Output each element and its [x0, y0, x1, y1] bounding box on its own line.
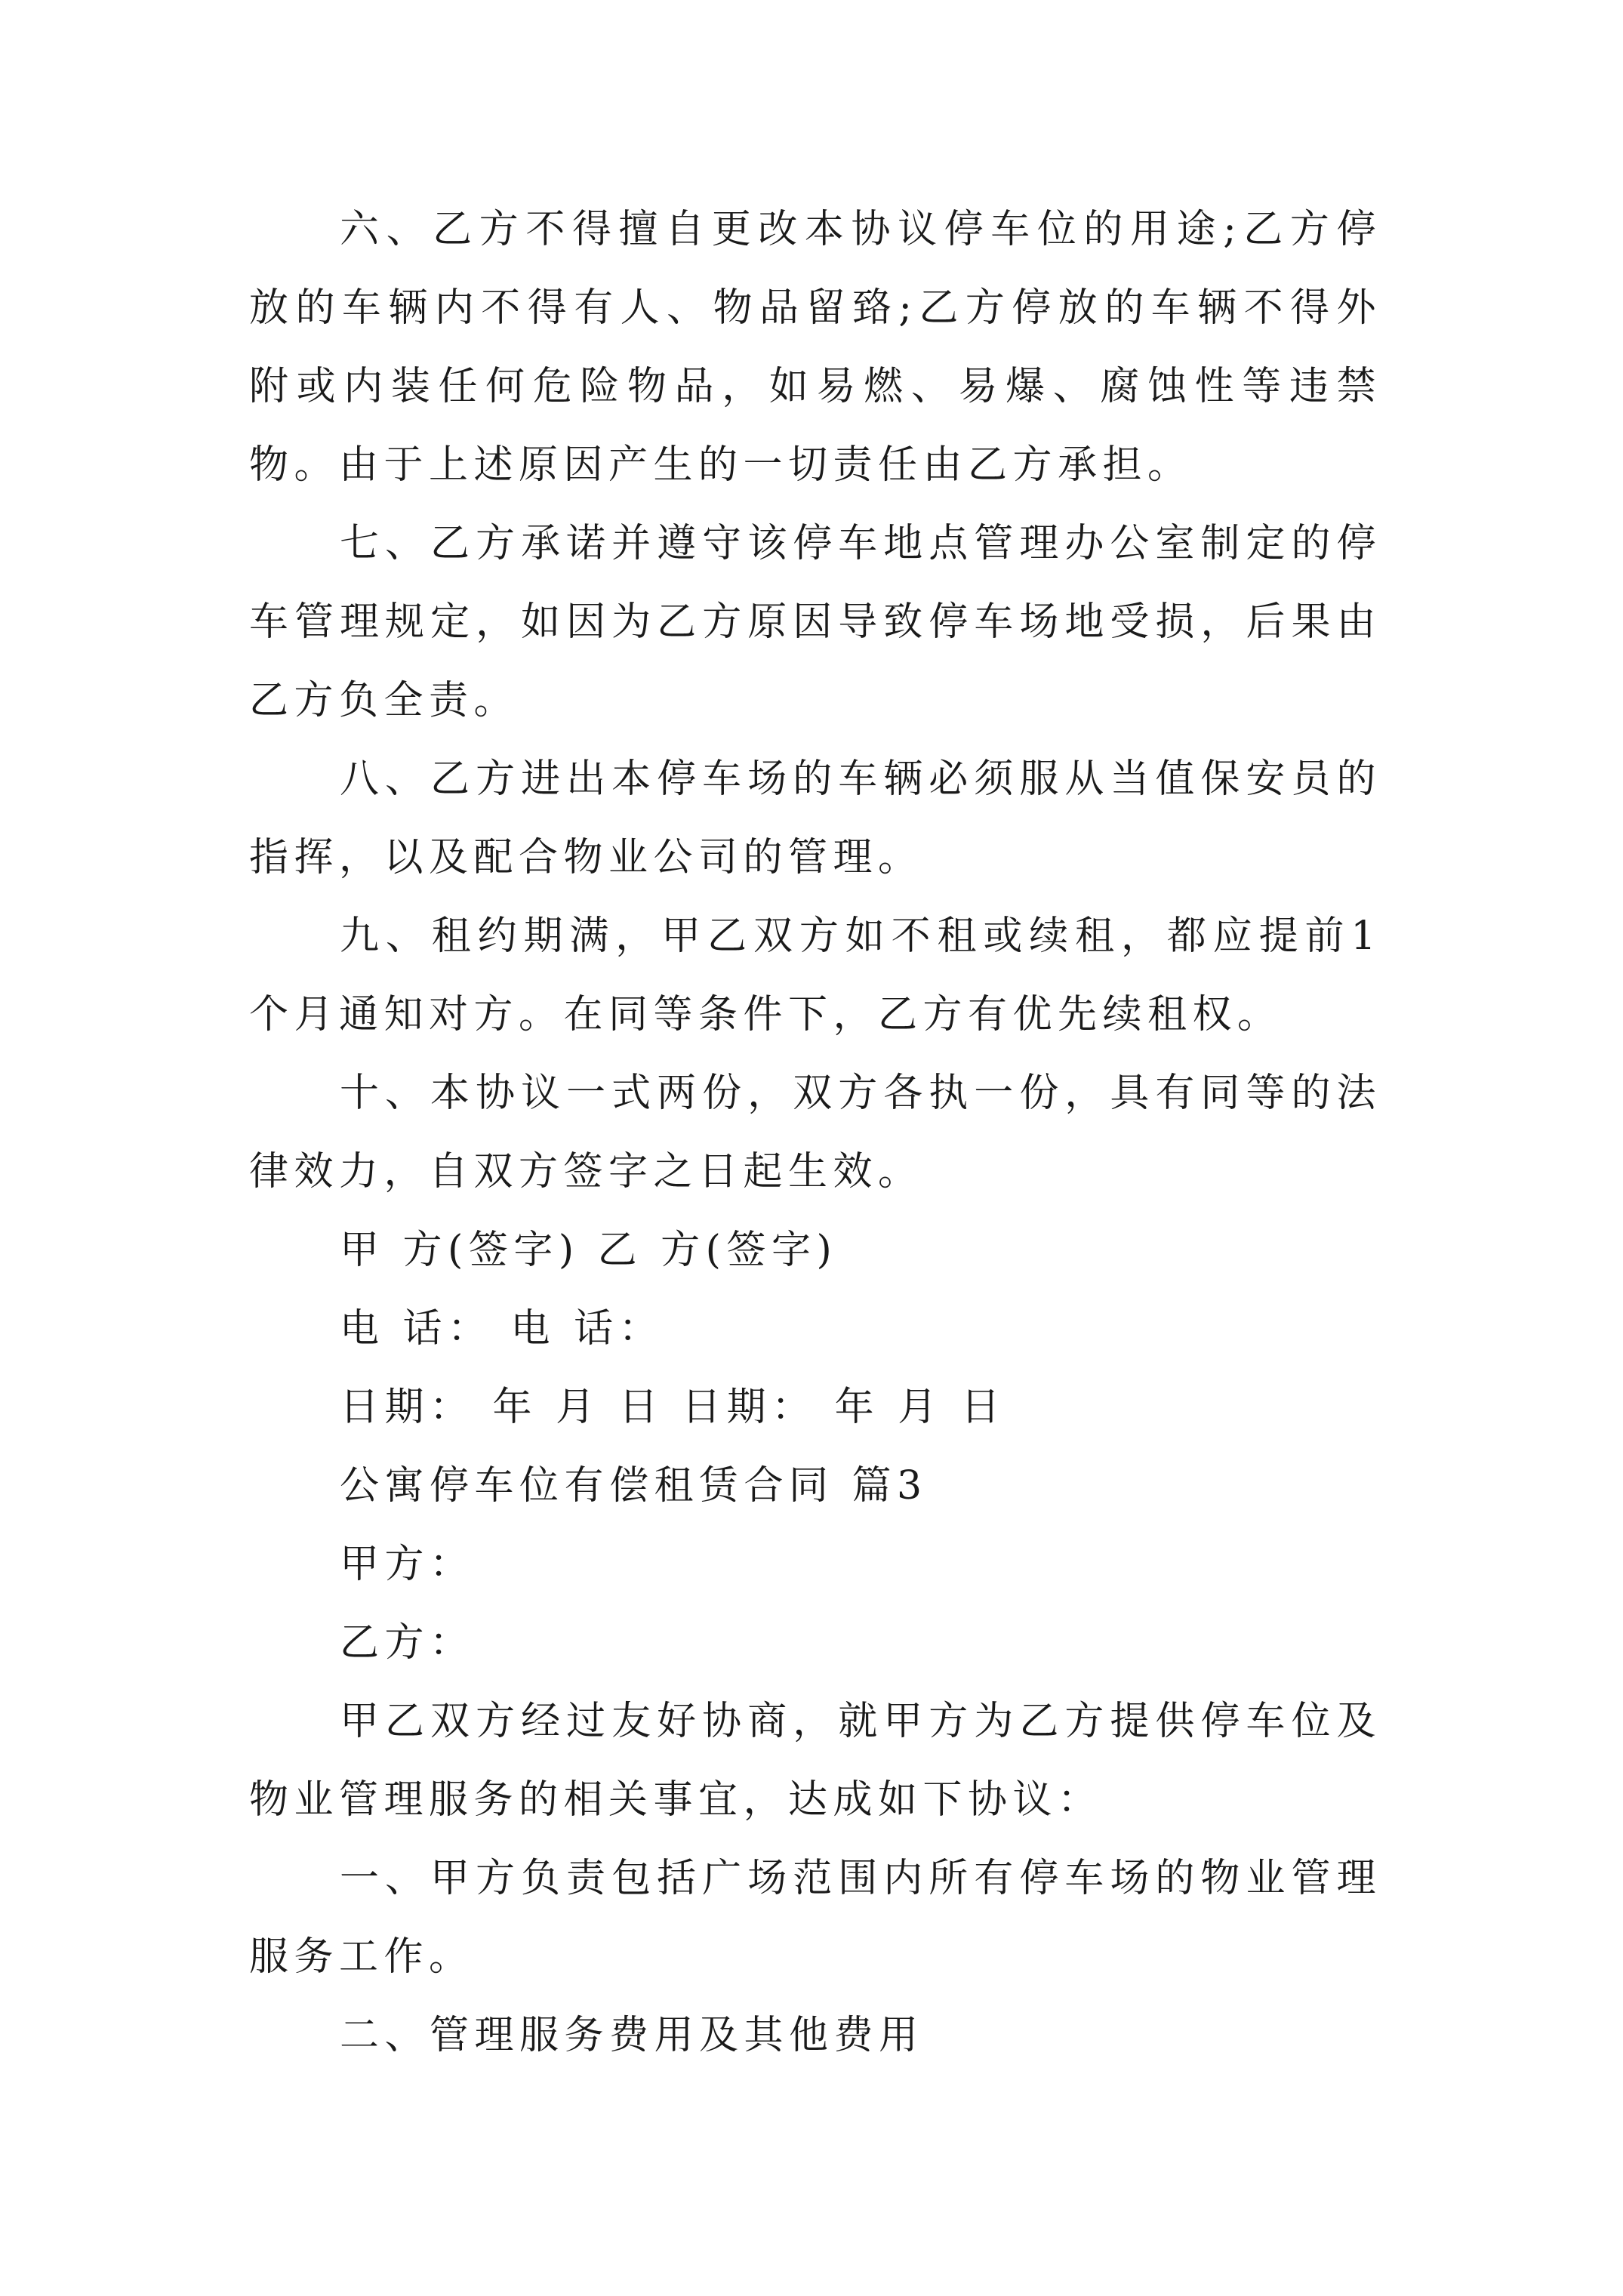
clause-8-paragraph: 八、乙方进出本停车场的车辆必须服从当值保安员的指挥，以及配合物业公司的管理。	[249, 757, 1381, 880]
section-title: 公寓停车位有偿租赁合同 篇3	[340, 1463, 928, 1509]
date-line: 日期： 年 月 日 日期： 年 月 日	[340, 1385, 1006, 1430]
intro-paragraph: 甲乙双方经过友好协商，就甲方为乙方提供停车位及物业管理服务的相关事宜，达成如下协议：	[249, 1699, 1381, 1823]
clause-7-paragraph: 七、乙方承诺并遵守该停车地点管理办公室制定的停车管理规定，如因为乙方原因导致停车场地受损，后果由乙方负全责。	[249, 521, 1381, 723]
clause-10-paragraph: 十、本协议一式两份，双方各执一份，具有同等的法律效力，自双方签字之日起生效。	[249, 1071, 1381, 1194]
clause-1-paragraph: 一、甲方负责包括广场范围内所有停车场的物业管理服务工作。	[249, 1856, 1381, 1980]
clause-6-paragraph: 六、乙方不得擅自更改本协议停车位的用途;乙方停放的车辆内不得有人、物品留臵;乙方停放的车辆不得外附或内装任何危险物品，如易燃、易爆、腐蚀性等违禁物。由于上述原因产生的一切责任由乙方承担。	[249, 207, 1381, 488]
clause-2-paragraph: 二、管理服务费用及其他费用	[340, 2013, 924, 2058]
clause-9-paragraph: 九、租约期满，甲乙双方如不租或续租，都应提前1个月通知对方。在同等条件下，乙方有优先续租权。	[249, 914, 1381, 1037]
phone-line: 电 话： 电 话：	[340, 1306, 664, 1351]
party-a-label: 甲方：	[340, 1542, 475, 1587]
party-b-label: 乙方：	[340, 1620, 475, 1666]
signature-line: 甲 方(签字) 乙 方(签字)	[340, 1228, 838, 1273]
document-page	[249, 190, 1381, 2075]
